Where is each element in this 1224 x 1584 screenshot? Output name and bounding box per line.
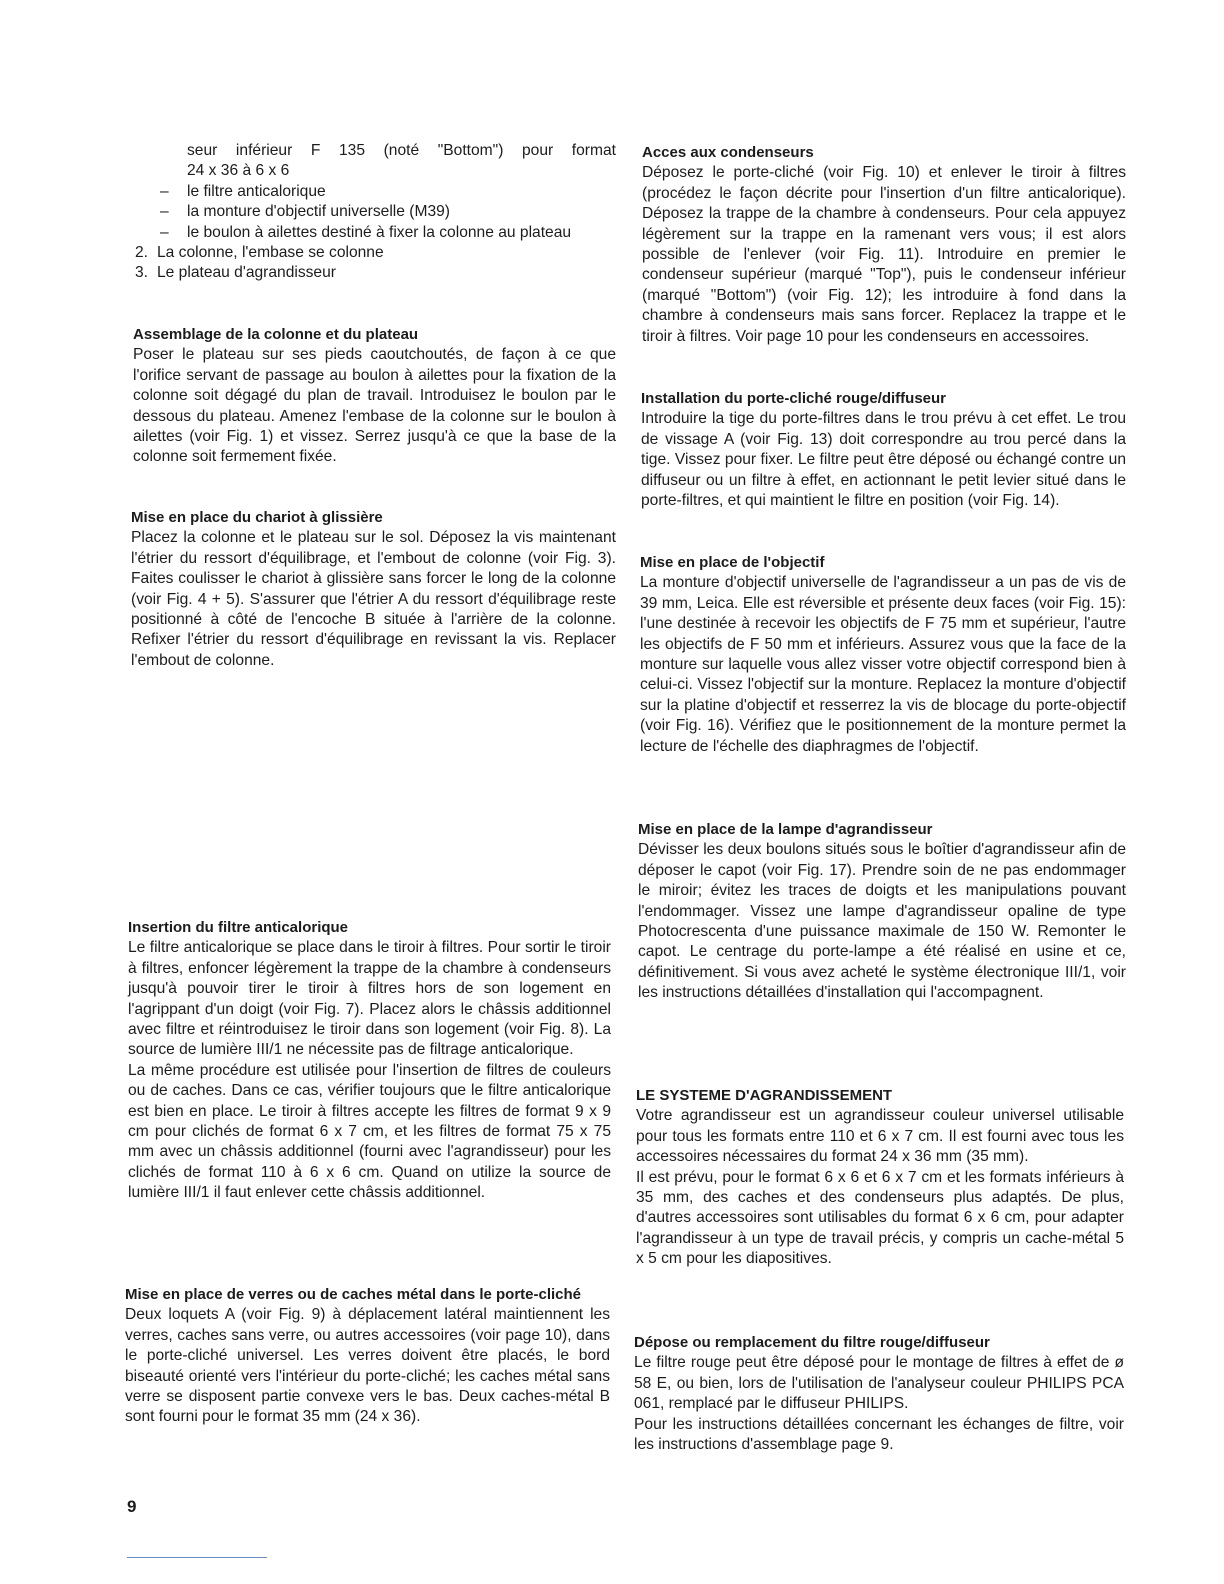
section-body: Deux loquets A (voir Fig. 9) à déplacement latéral maintiennent les verres, caches sans verre, ou autres accessoires (voir page 10), dans le porte-cliché universel. Les verres doivent être placés, le bord biseauté orienté vers l'intérieur du porte-cliché; les caches métal sans verre se disposent partie convexe vers le bas. Deux caches-métal B sont fourni pour le format 35 mm (24 x 36). — [125, 1306, 610, 1426]
section-porte-cliche — [641, 389, 1126, 511]
section-heading: Mise en place du chariot à glissière — [131, 509, 383, 526]
section-body: Poser le plateau sur ses pieds caoutchoutés, de façon à ce que l'orifice servant de passage au boulon à ailettes pour la fixation de la colonne soit dégagé du plan de travail. Introduisez le boulon par le dessous du plateau. Amenez l'embase de la colonne sur le boulon à ailettes (voir Fig. 1) et vissez. Serrez jusqu'à ce que la base de la colonne soit fermement fixée. — [133, 346, 616, 466]
section-objectif — [640, 553, 1126, 757]
section-assemblage — [133, 325, 616, 468]
section-heading: LE SYSTEME D'AGRANDISSEMENT — [636, 1087, 893, 1104]
section-chariot — [131, 508, 616, 671]
section-systeme — [636, 1086, 1124, 1270]
section-filtre — [128, 918, 611, 1204]
numbered-item — [131, 263, 616, 283]
left-column-top — [131, 141, 616, 284]
section-condenseurs — [642, 143, 1126, 347]
section-body: Dévisser les deux boulons situés sous le boîtier d'agrandisseur afin de déposer le capot (voir Fig. 17). Prendre soin de ne pas endommager le miroir; évitez les traces de doigts et les manipulations pouvant l'endommager. Vissez une lampe d'agrandisseur opaline de type Photocrescenta d'une puissance maximale de 150 W. Remonter le capot. Le centrage du porte-lampe a été réalisé en usine et ce, définitivement. Si vous avez acheté le système électronique III/1, voir les instructions détaillées d'installation qui l'accompagnent. — [638, 841, 1126, 1002]
section-body: La même procédure est utilisée pour l'insertion de filtres de couleurs ou de caches. Dans ce cas, vérifier toujours que le filtre anticalorique est bien en place. Le tiroir à filtres accepte les filtres de format 9 x 9 cm pour clichés de format 6 x 7 cm, et les filtres de format 75 x 75 mm avec un châssis additionnel (fourni avec l'agrandisseur) pour les clichés de format 110 à 6 x 6 cm. Quand on utilize la source de lumière III/1 il faut enlever cette châssis additionnel. — [128, 1061, 611, 1202]
section-body: Introduire la tige du porte-filtres dans le trou prévu à cet effet. Le trou de vissage A (voir Fig. 13) doit correspondre au trou percé dans la tige. Vissez pour fixer. Le filtre peut être déposé ou échangé contre un diffuseur ou un filtre à effet, en actionnant le petit levier situé dans le porte-filtres, et qui maintient le filtre en position (voir Fig. 14). — [641, 410, 1126, 510]
section-body: Le filtre anticalorique se place dans le tiroir à filtres. Pour sortir le tiroir à filtres, enfoncer légèrement la trappe de la chambre à condenseurs jusqu'à pouvoir tirer le tiroir à filtres hors de son logement en l'agrippant d'un doigt (voir Fig. 7). Placez alors le châssis additionnel avec filtre et réintroduisez le tiroir dans son logement (voir Fig. 8). La source de lumière III/1 ne nécessite pas de filtrage anticalorique. — [128, 939, 611, 1059]
section-body: Le filtre rouge peut être déposé pour le montage de filtres à effet de ø 58 E, ou bien, lors de l'utilisation de l'analyseur couleur PHILIPS PCA 061, remplacé par le diffuseur PHILIPS. — [634, 1354, 1124, 1413]
section-heading: Acces aux condenseurs — [642, 144, 814, 161]
section-heading: Insertion du filtre anticalorique — [128, 919, 349, 936]
section-heading: Mise en place de la lampe d'agrandisseur — [638, 821, 933, 838]
list-item: – le filtre anticalorique — [131, 182, 616, 202]
section-verres — [125, 1285, 610, 1428]
section-body: Déposez le porte-cliché (voir Fig. 10) et enlever le tiroir à filtres (procédez le façon décrite pour l'insertion d'un filtre anticalorique). Déposez la trappe de la chambre à condenseurs. Pour cela appuyez légèrement sur la trappe en la ramenant vers vous; il est alors possible de l'enlever (voir Fig. 11). Introduire en premier le condenseur supérieur (marqué "Top"), puis le condenseur inférieur (marqué "Bottom") (voir Fig. 12); les introduire à fond dans la chambre à condenseurs mais sans forcer. Replacez la trappe et le tiroir à filtres. Voir page 10 pour les condenseurs en accessoires. — [642, 164, 1126, 345]
list-item: – la monture d'objectif universelle (M39) — [131, 202, 616, 222]
item-number: 3. — [135, 264, 149, 282]
item-text: Le plateau d'agrandisseur — [157, 264, 336, 282]
section-body: Placez la colonne et le plateau sur le sol. Déposez la vis maintenant l'étrier du ressort d'équilibrage, et l'embout de colonne (voir Fig. 3). Faites coulisser le chariot à glissière sans forcer le long de la colonne (voir Fig. 4 + 5). S'assurer que l'étrier A du ressort d'équilibrage reste positionné à côté de l'encoche B située à l'arrière de la colonne. Refixer l'étrier du ressort d'équilibrage en revissant la vis. Replacer l'embout de colonne. — [131, 529, 616, 669]
section-heading: Dépose ou remplacement du filtre rouge/diffuseur — [634, 1334, 990, 1351]
item-text: La colonne, l'embase se colonne — [157, 244, 384, 262]
section-depose — [634, 1333, 1124, 1455]
section-lampe — [638, 820, 1126, 1004]
section-heading: Mise en place de verres ou de caches métal dans le porte-cliché — [125, 1286, 582, 1303]
list-item: – le boulon à ailettes destiné à fixer la colonne au plateau — [131, 223, 616, 243]
continuation-line: seur inférieur F 135 (noté "Bottom") pour format — [187, 142, 616, 159]
section-heading: Assemblage de la colonne et du plateau — [133, 326, 419, 343]
continuation-line: 24 x 36 à 6 x 6 — [187, 162, 290, 180]
section-heading: Installation du porte-cliché rouge/diffuseur — [641, 390, 947, 407]
footer-rule — [127, 1557, 267, 1558]
page-number: 9 — [127, 1497, 137, 1516]
numbered-item — [131, 243, 616, 263]
section-body: Il est prévu, pour le format 6 x 6 et 6 x 7 cm et les formats inférieurs à 35 mm, des caches et des condenseurs plus adaptés. De plus, d'autres accessoires sont utilisables du format 6 x 6 cm, pour adapter l'agrandisseur à un type de travail précis, y compris un cache-métal 5 x 5 cm pour les diapositives. — [636, 1168, 1124, 1268]
section-body: Pour les instructions détaillées concernant les échanges de filtre, voir les instructions d'assemblage page 9. — [634, 1415, 1124, 1454]
section-body: La monture d'objectif universelle de l'agrandisseur a un pas de vis de 39 mm, Leica. Elle est réversible et présente deux faces (voir Fig. 15): l'une destinée à recevoir les objectifs de F 75 mm et supérieur, l'autre les objectifs de F 50 mm et inférieurs. Assurez vous que la face de la monture sur laquelle vous allez visser votre objectif correspond bien à celui-ci. Vissez l'objectif sur la monture. Replacez la monture d'objectif sur la platine d'objectif et resserrez la vis de blocage du porte-objectif (voir Fig. 16). Vérifiez que le positionnement de la monture permet la lecture de l'échelle des diaphragmes de l'objectif. — [640, 574, 1126, 755]
section-heading: Mise en place de l'objectif — [640, 554, 825, 571]
section-body: Votre agrandisseur est un agrandisseur couleur universel utilisable pour tous les formats entre 110 et 6 x 7 cm. Il est fourni avec tous les accessoires nécessaires du format 24 x 36 mm (35 mm). — [636, 1107, 1124, 1166]
item-number: 2. — [135, 244, 149, 262]
